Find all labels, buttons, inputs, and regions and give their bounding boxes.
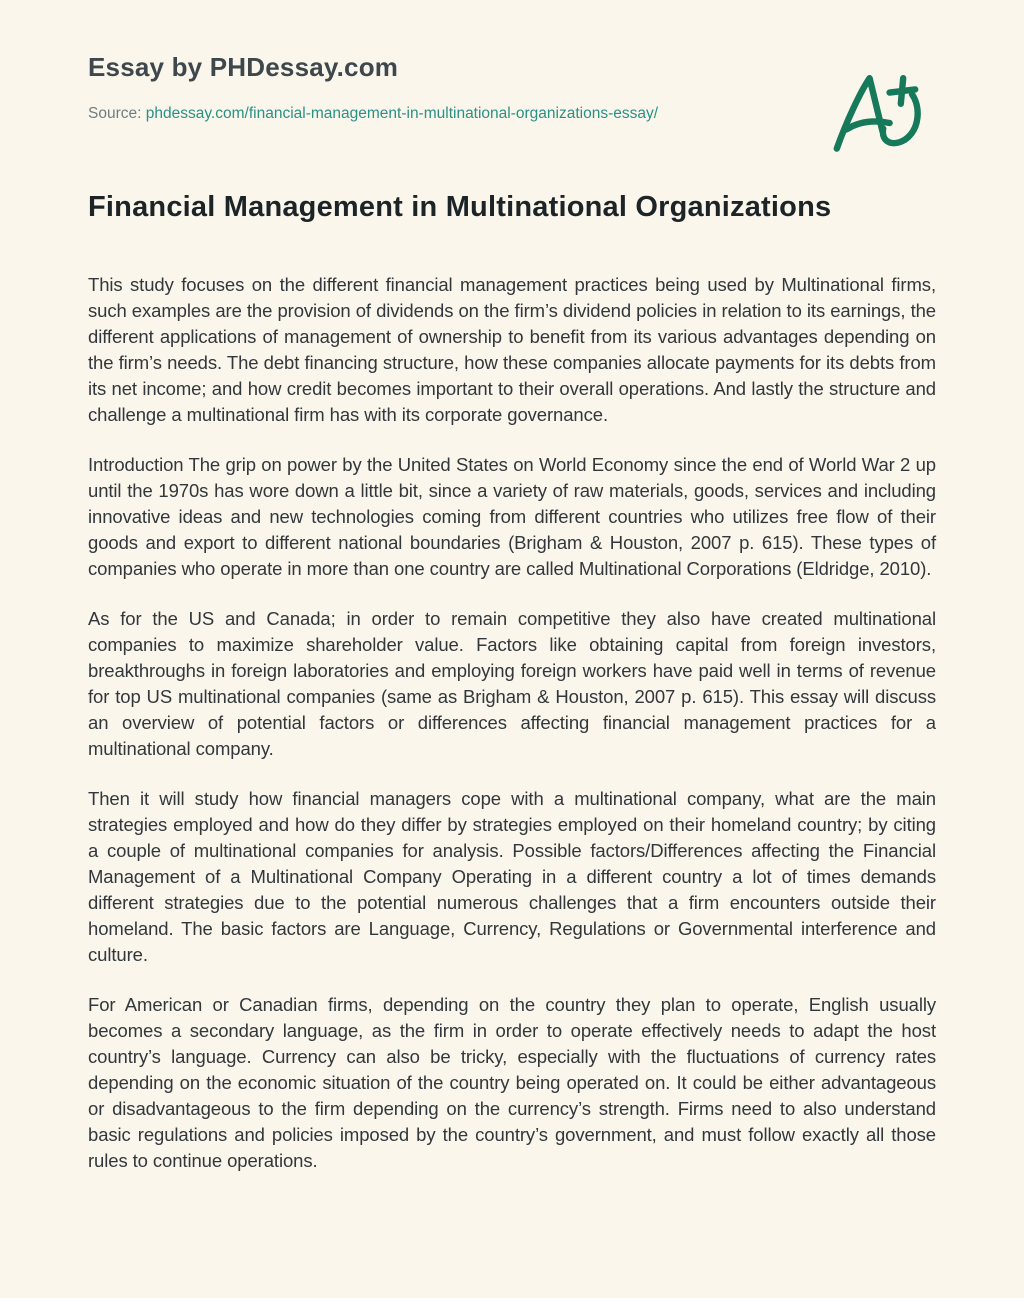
a-plus-logo-icon	[824, 48, 928, 166]
byline: Essay by PHDessay.com	[88, 52, 399, 82]
essay-paragraph: Introduction The grip on power by the United States on World Economy since the end of World War 2 up until the 1970s has wore down a little bit, since a variety of raw materials, goods, services and including innovative ideas and new technologies coming from different countries who utilizes free flow of their goods and export to different national boundaries (Brigham & Houston, 2007 p. 615). These types of companies who operate in more than one country are called Multinational Corporations (Eldridge, 2010).	[88, 454, 936, 579]
essay-paragraph: Then it will study how financial managers cope with a multinational company, what are the main strategies employed and how do they differ by strategies employed on their homeland country; by citing a couple of multinational companies for analysis. Possible factors/Differences affecting the Financial Management of a Multinational Company Operating in a different country a lot of times demands different strategies due to the potential numerous challenges that a firm encounters outside their homeland. The basic factors are Language, Currency, Regulations or Governmental interference and culture.	[88, 788, 936, 965]
source-label: Source:	[88, 105, 142, 122]
essay-paragraph: This study focuses on the different financial management practices being used by Multinational firms, such examples are the provision of dividends on the firm’s dividend policies in relation to its earnings, the different applications of management of ownership to benefit from its various advantages depending on the firm’s needs. The debt financing structure, how these companies allocate payments for its debts from its net income; and how credit becomes important to their overall operations. And lastly the structure and challenge a multinational firm has with its corporate governance.	[88, 274, 936, 425]
essay-paragraph: For American or Canadian firms, depending on the country they plan to operate, English usually becomes a secondary language, as the firm in order to operate effectively needs to adapt the host country’s language. Currency can also be tricky, especially with the fluctuations of currency rates depending on the economic situation of the country being operated on. It could be either advantageous or disadvantageous to the firm depending on the currency’s strength. Firms need to also understand basic regulations and policies imposed by the country’s government, and must follow exactly all those rules to continue operations.	[88, 994, 936, 1171]
essay-body	[88, 272, 936, 1174]
essay-title: Financial Management in Multinational Organizations	[88, 191, 832, 223]
page-header	[88, 0, 936, 123]
source-link[interactable]: phdessay.com/financial-management-in-multinational-organizations-essay/	[145, 105, 659, 122]
source-line	[88, 105, 936, 123]
essay-paragraph: As for the US and Canada; in order to remain competitive they also have created multinational companies to maximize shareholder value. Factors like obtaining capital from foreign investors, breakthroughs in foreign laboratories and employing foreign workers have paid well in terms of revenue for top US multinational companies (same as Brigham & Houston, 2007 p. 615). This essay will discuss an overview of potential factors or differences affecting financial management practices for a multinational company.	[88, 608, 936, 759]
